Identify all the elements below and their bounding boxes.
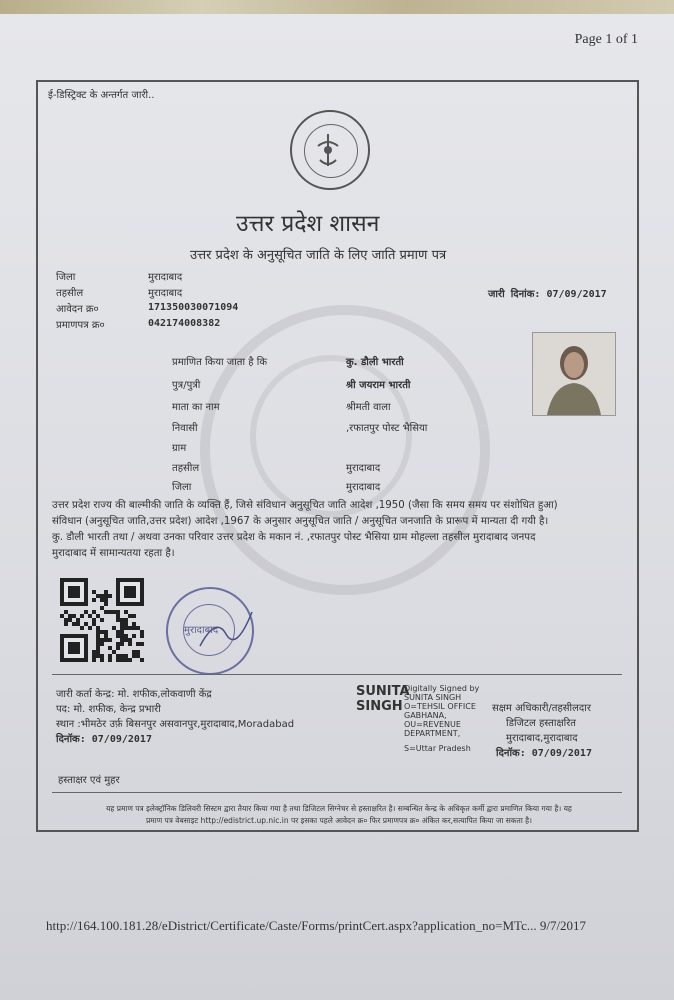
certificate-paragraph-line: कु. डौली भारती तथा / अथवा उनका परिवार उत्तर प्रदेश के मकान नं. ,रफातपुर पोस्ट भैसिया ग्राम मोहल्ला तहसील मुरादाबाद जनपद bbox=[52, 532, 536, 543]
page-title: उत्तर प्रदेश शासन bbox=[236, 211, 380, 237]
detail-value: ,रफातपुर पोस्ट भैसिया bbox=[346, 423, 428, 434]
detail-label: ग्राम bbox=[172, 443, 187, 454]
header-note: ई-डिस्ट्रिक्ट के अन्तर्गत जारी.. bbox=[48, 90, 155, 101]
state-emblem-icon bbox=[290, 110, 370, 190]
authority-title: सक्षम अधिकारी/तहसीलदार bbox=[492, 703, 591, 714]
page-number: Page 1 of 1 bbox=[574, 32, 638, 47]
signature-line: GABHANA, bbox=[404, 711, 447, 720]
authority-place: मुरादाबाद,मुरादाबाद bbox=[506, 733, 578, 744]
authority-date: दिनॉक: 07/09/2017 bbox=[496, 748, 592, 759]
detail-value: मुरादाबाद bbox=[346, 463, 381, 474]
certificate-paragraph-line: उत्तर प्रदेश राज्य की बाल्मीकी जाति के व्यक्ति हैं, जिसे संविधान अनुसूचित जाति आदेश ,1950 (जैसा कि समय समय पर संशोधित हुआ) bbox=[52, 500, 558, 511]
signature-line: S=Uttar Pradesh bbox=[404, 744, 471, 753]
detail-label: जिला bbox=[172, 482, 192, 493]
issue-date: जारी दिनांक: 07/09/2017 bbox=[488, 289, 607, 300]
applicant-photo bbox=[532, 332, 616, 416]
detail-value: मुरादाबाद bbox=[346, 482, 381, 493]
stamp-signature-icon bbox=[196, 606, 256, 652]
issuer-center: जारी कर्ता केन्द्र: मो. शफीक,लोकवाणी केंद्र bbox=[56, 689, 212, 700]
detail-label: निवासी bbox=[172, 423, 198, 434]
stamp-text: मुरादाबाद bbox=[184, 625, 219, 636]
footnote-line: यह प्रमाण पत्र इलेक्ट्रॉनिक डिलिवरी सिस्टम द्वारा तैयार किया गया है तथा डिजिटल सिग्नेचर से हस्ताक्षरित है। सम्बन्धित केन्द्र के अधिकृत कर्मी द्वारा प्रमाणित किया गया है। यह bbox=[106, 804, 572, 813]
qr-code bbox=[60, 578, 144, 662]
signature-line: Digitally Signed by bbox=[404, 684, 480, 693]
issuer-place: स्थान :भीमठेर उर्फ़ बिसनपुर असवानपुर,मुरादाबाद,Moradabad bbox=[56, 719, 295, 730]
sign-seal-label: हस्ताक्षर एवं मुहर bbox=[58, 775, 120, 786]
detail-value: श्री जयराम भारती bbox=[346, 380, 411, 391]
signature-line: O=TEHSIL OFFICE bbox=[404, 702, 476, 711]
signer-name-first: SUNITA bbox=[356, 684, 410, 699]
footnote-line: प्रमाण पत्र वेबसाइट http://edistrict.up.nic.in पर इसका पहले आवेदन क्र० फिर प्रमाणपत्र क्र० अंकित कर,सत्यापित किया जा सकता है। bbox=[146, 816, 532, 825]
detail-value: कु. डौली भारती bbox=[346, 357, 404, 368]
issuer-designation: पद: मो. शफीक, केन्द्र प्रभारी bbox=[56, 704, 161, 715]
authority-digital: डिजिटल हस्ताक्षरित bbox=[506, 718, 576, 729]
application-number: 171350030071094 bbox=[148, 302, 239, 313]
district-label: जिला bbox=[56, 272, 76, 283]
detail-value: श्रीमती वाला bbox=[346, 402, 391, 413]
print-url: http://164.100.181.28/eDistrict/Certificate/Caste/Forms/printCert.aspx?application_no=MTc... 9/7/2017 bbox=[46, 918, 587, 933]
certificate-paragraph-line: संविधान (अनुसूचित जाति,उत्तर प्रदेश) आदेश ,1967 के अनुसार अनुसूचित जाति / अनुसूचित जनजाति के प्रारूप में मान्यता दी गयी है। bbox=[52, 516, 549, 527]
certificate-label: प्रमाणपत्र क्र० bbox=[56, 320, 105, 331]
page-subtitle: उत्तर प्रदेश के अनुसूचित जाति के लिए जाति प्रमाण पत्र bbox=[190, 248, 447, 263]
divider bbox=[52, 674, 622, 675]
detail-label: तहसील bbox=[172, 463, 200, 474]
detail-label: माता का नाम bbox=[172, 402, 220, 413]
tehsil-label: तहसील bbox=[56, 288, 84, 299]
detail-label: पुत्र/पुत्री bbox=[172, 380, 201, 391]
signer-name-last: SINGH bbox=[356, 699, 403, 714]
issuer-date: दिनॉक: 07/09/2017 bbox=[56, 734, 152, 745]
certificate-number: 042174008382 bbox=[148, 318, 221, 329]
tehsil-value: मुरादाबाद bbox=[148, 288, 183, 299]
detail-label: प्रमाणित किया जाता है कि bbox=[172, 357, 268, 368]
signature-line: SUNITA SINGH bbox=[404, 693, 462, 702]
divider bbox=[52, 792, 622, 793]
signature-line: DEPARTMENT, bbox=[404, 729, 461, 738]
certificate-paragraph-line: मुरादाबाद में सामान्यतया रहता है। bbox=[52, 548, 175, 559]
signature-line: OU=REVENUE bbox=[404, 720, 461, 729]
district-value: मुरादाबाद bbox=[148, 272, 183, 283]
application-label: आवेदन क्र० bbox=[56, 304, 99, 315]
